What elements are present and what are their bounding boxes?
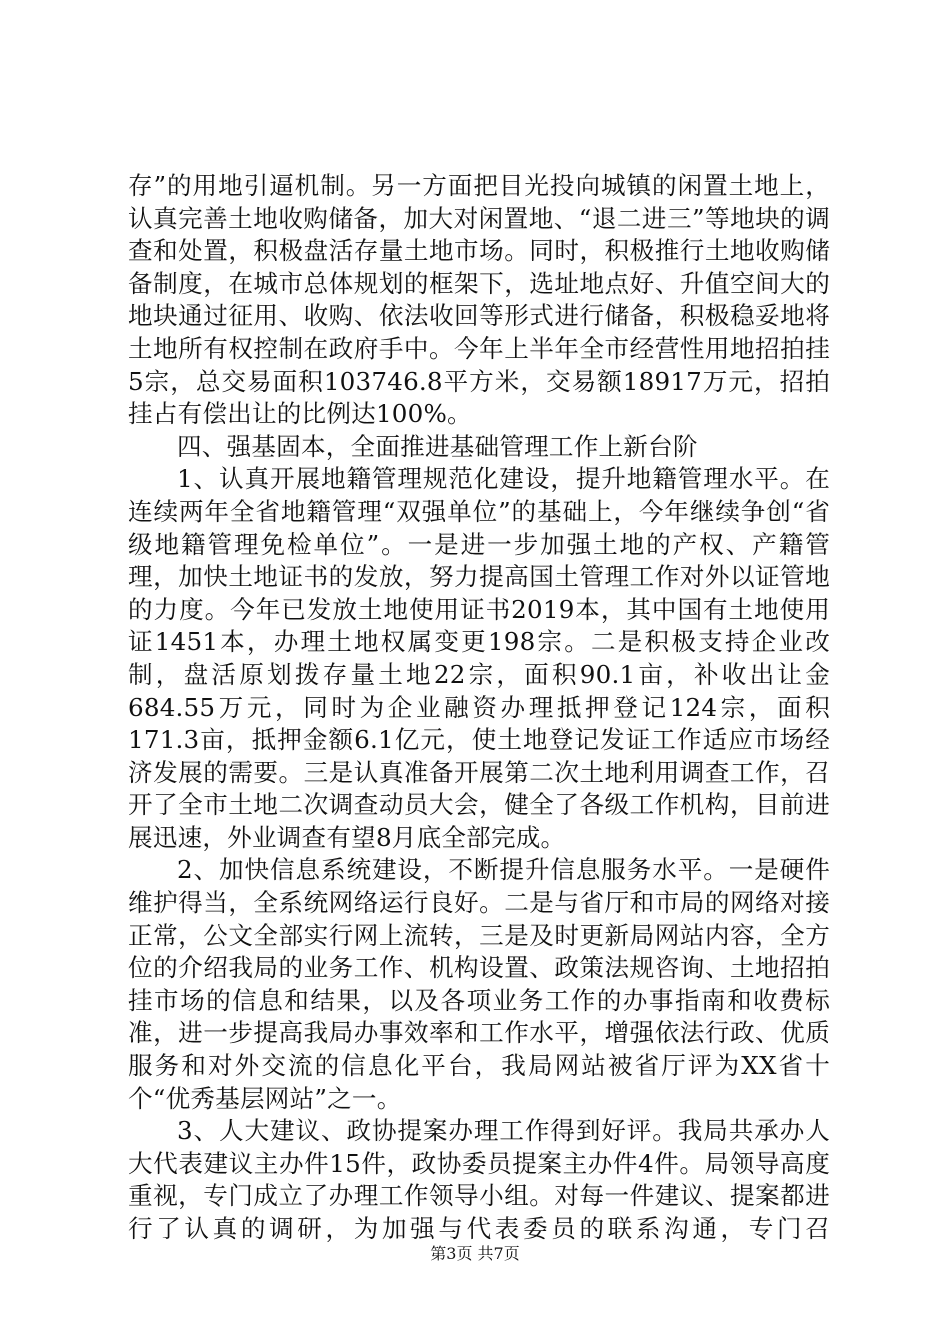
paragraph-land-reserve: 存”的用地引逼机制。另一方面把目光投向城镇的闲置土地上，认真完善土地收购储备，加大对闲置地、“退二进三”等地块的调查和处置，积极盘活存量土地市场。同时，积极推行土地收购储备制度，在城市总体规划的框架下，选址地点好、升值空间大的地块通过征用、收购、依法收回等形式进行储备，积极稳妥地将土地所有权控制在政府手中。今年上半年全市经营性用地招拍挂5宗，总交易面积103746.8平方米，交易额18917万元，招拍挂占有偿出让的比例达100%。: [128, 171, 830, 429]
paragraph-proposals-handling: 3、人大建议、政协提案办理工作得到好评。我局共承办人大代表建议主办件15件，政协委员提案主办件4件。局领导高度重视，专门成立了办理工作领导小组。对每一件建议、提案都进行了认真的调研，为加强与代表委员的联系沟通，专门召: [128, 1116, 830, 1243]
document-body: [128, 170, 830, 1246]
paragraph-information-system: 2、加快信息系统建设，不断提升信息服务水平。一是硬件维护得当，全系统网络运行良好。二是与省厅和市局的网络对接正常，公文全部实行网上流转，三是及时更新局网站内容，全方位的介绍我局的业务工作、机构设置、政策法规咨询、土地招拍挂市场的信息和结果，以及各项业务工作的办事指南和收费标准，进一步提高我局办事效率和工作水平，增强依法行政、优质服务和对外交流的信息化平台，我局网站被省厅评为XX省十个“优秀基层网站”之一。: [128, 855, 830, 1113]
page-number-footer: 第3页 共7页: [430, 1244, 520, 1263]
paragraph-cadastral-management: 1、认真开展地籍管理规范化建设，提升地籍管理水平。在连续两年全省地籍管理“双强单位”的基础上，今年继续争创“省级地籍管理免检单位”。一是进一步加强土地的产权、产籍管理，加快土地证书的发放，努力提高国土管理工作对外以证管地的力度。今年已发放土地使用证书2019本，其中国有土地使用证1451本，办理土地权属变更198宗。二是积极支持企业改制，盘活原划拨存量土地22宗，面积90.1亩，补收出让金684.55万元，同时为企业融资办理抵押登记124宗，面积171.3亩，抵押金额6.1亿元，使土地登记发证工作适应市场经济发展的需要。三是认真准备开展第二次土地利用调查工作，召开了全市土地二次调查动员大会，健全了各级工作机构，目前进展迅速，外业调查有望8月底全部完成。: [128, 464, 830, 852]
section-heading-four: 四、强基固本，全面推进基础管理工作上新台阶: [177, 431, 698, 461]
